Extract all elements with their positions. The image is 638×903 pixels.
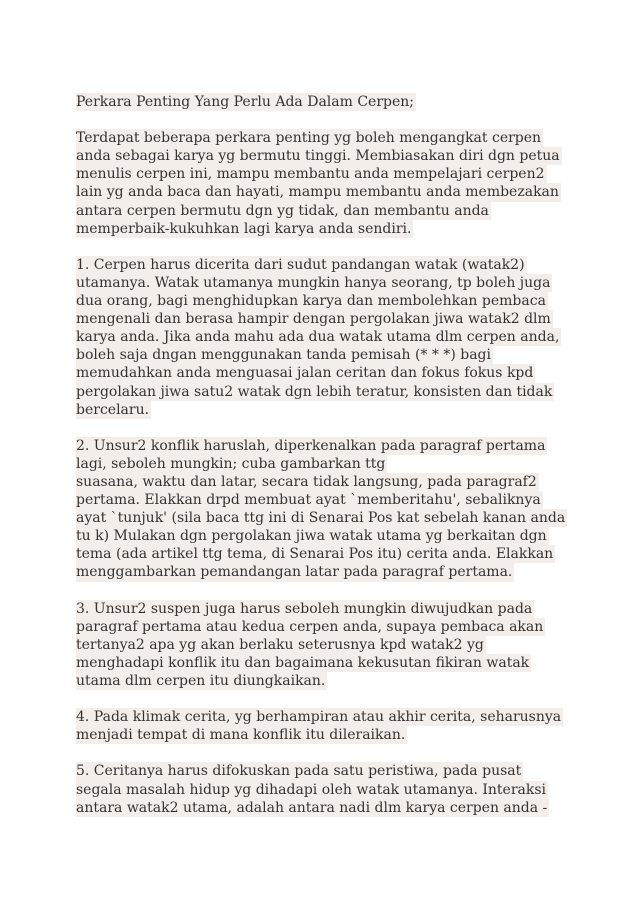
text-line: suasana, waktu dan latar, secara tidak langsung, pada paragraf2	[76, 473, 537, 490]
paragraph	[76, 256, 566, 419]
text-line: antara watak2 utama, adalah antara nadi dlm karya cerpen anda -	[76, 799, 548, 816]
text-line: lain yg anda baca dan hayati, mampu membantu anda membezakan	[76, 184, 559, 201]
paragraph	[76, 437, 566, 582]
text-line: 3. Unsur2 suspen juga harus seboleh mungkin diwujudkan pada	[76, 600, 533, 617]
text-line: karya anda. Jika anda mahu ada dua watak utama dlm cerpen anda,	[76, 329, 560, 346]
text-line: tu k) Mulakan dgn pergolakan jiwa watak utama yg berkaitan dgn	[76, 528, 547, 545]
text-line: menghadapi konflik itu dan bagaimana kekusutan fikiran watak	[76, 654, 530, 671]
text-line: boleh saja dngan menggunakan tanda pemisah (* * *) bagi	[76, 347, 491, 364]
text-line: Terdapat beberapa perkara penting yg boleh mengangkat cerpen	[76, 130, 542, 147]
text-line: 1. Cerpen harus dicerita dari sudut pandangan watak (watak2)	[76, 256, 525, 273]
text-line: menjadi tempat di mana konflik itu dileraikan.	[76, 727, 406, 744]
document-title	[76, 93, 566, 111]
paragraph	[76, 600, 566, 690]
paragraph	[76, 708, 566, 744]
text-line: memudahkan anda menguasai jalan ceritan dan fokus fokus kpd	[76, 365, 534, 382]
text-line: paragraf pertama atau kedua cerpen anda, supaya pembaca akan	[76, 618, 544, 635]
paragraph	[76, 129, 566, 238]
text-line: menggambarkan pemandangan latar pada paragraf pertama.	[76, 564, 513, 581]
text-line: tema (ada artikel ttg tema, di Senarai Pos itu) cerita anda. Elakkan	[76, 546, 554, 563]
document-page	[76, 93, 566, 835]
text-line: pergolakan jiwa satu2 watak dgn lebih teratur, konsisten dan tidak	[76, 383, 553, 400]
text-line: segala masalah hidup yg dihadapi oleh watak utamanya. Interaksi	[76, 781, 547, 798]
text-line: 5. Ceritanya harus difokuskan pada satu peristiwa, pada pusat	[76, 763, 522, 780]
text-line: mengenali dan berasa hampir dengan pergolakan jiwa watak2 dlm	[76, 311, 551, 328]
text-line: 4. Pada klimak cerita, yg berhampiran atau akhir cerita, seharusnya	[76, 709, 562, 726]
text-line: tertanya2 apa yg akan berlaku seterusnya kpd watak2 yg	[76, 636, 484, 653]
text-line: 2. Unsur2 konflik haruslah, diperkenalkan pada paragraf pertama	[76, 437, 546, 454]
paragraph	[76, 762, 566, 816]
text-line: dua orang, bagi menghidupkan karya dan membolehkan pembaca	[76, 293, 546, 310]
text-line: anda sebagai karya yg bermutu tinggi. Membiasakan diri dgn petua	[76, 148, 560, 165]
text-line: utamanya. Watak utamanya mungkin hanya seorang, tp boleh juga	[76, 274, 551, 291]
text-line: menulis cerpen ini, mampu membantu anda mempelajari cerpen2	[76, 166, 545, 183]
text-line: pertama. Elakkan drpd membuat ayat `memberitahu', sebaliknya	[76, 492, 541, 509]
text-line: utama dlm cerpen itu diungkaikan.	[76, 673, 326, 689]
text-line: bercelaru.	[76, 401, 150, 418]
text-line: ayat `tunjuk' (sila baca ttg ini di Senarai Pos kat sebelah kanan anda	[76, 510, 566, 527]
text-line: Perkara Penting Yang Perlu Ada Dalam Cerpen;	[76, 94, 415, 110]
text-line: memperbaik-kukuhkan lagi karya anda sendiri.	[76, 220, 412, 237]
text-line: lagi, seboleh mungkin; cuba gambarkan ttg	[76, 455, 386, 472]
text-line: antara cerpen bermutu dgn yg tidak, dan membantu anda	[76, 202, 489, 219]
